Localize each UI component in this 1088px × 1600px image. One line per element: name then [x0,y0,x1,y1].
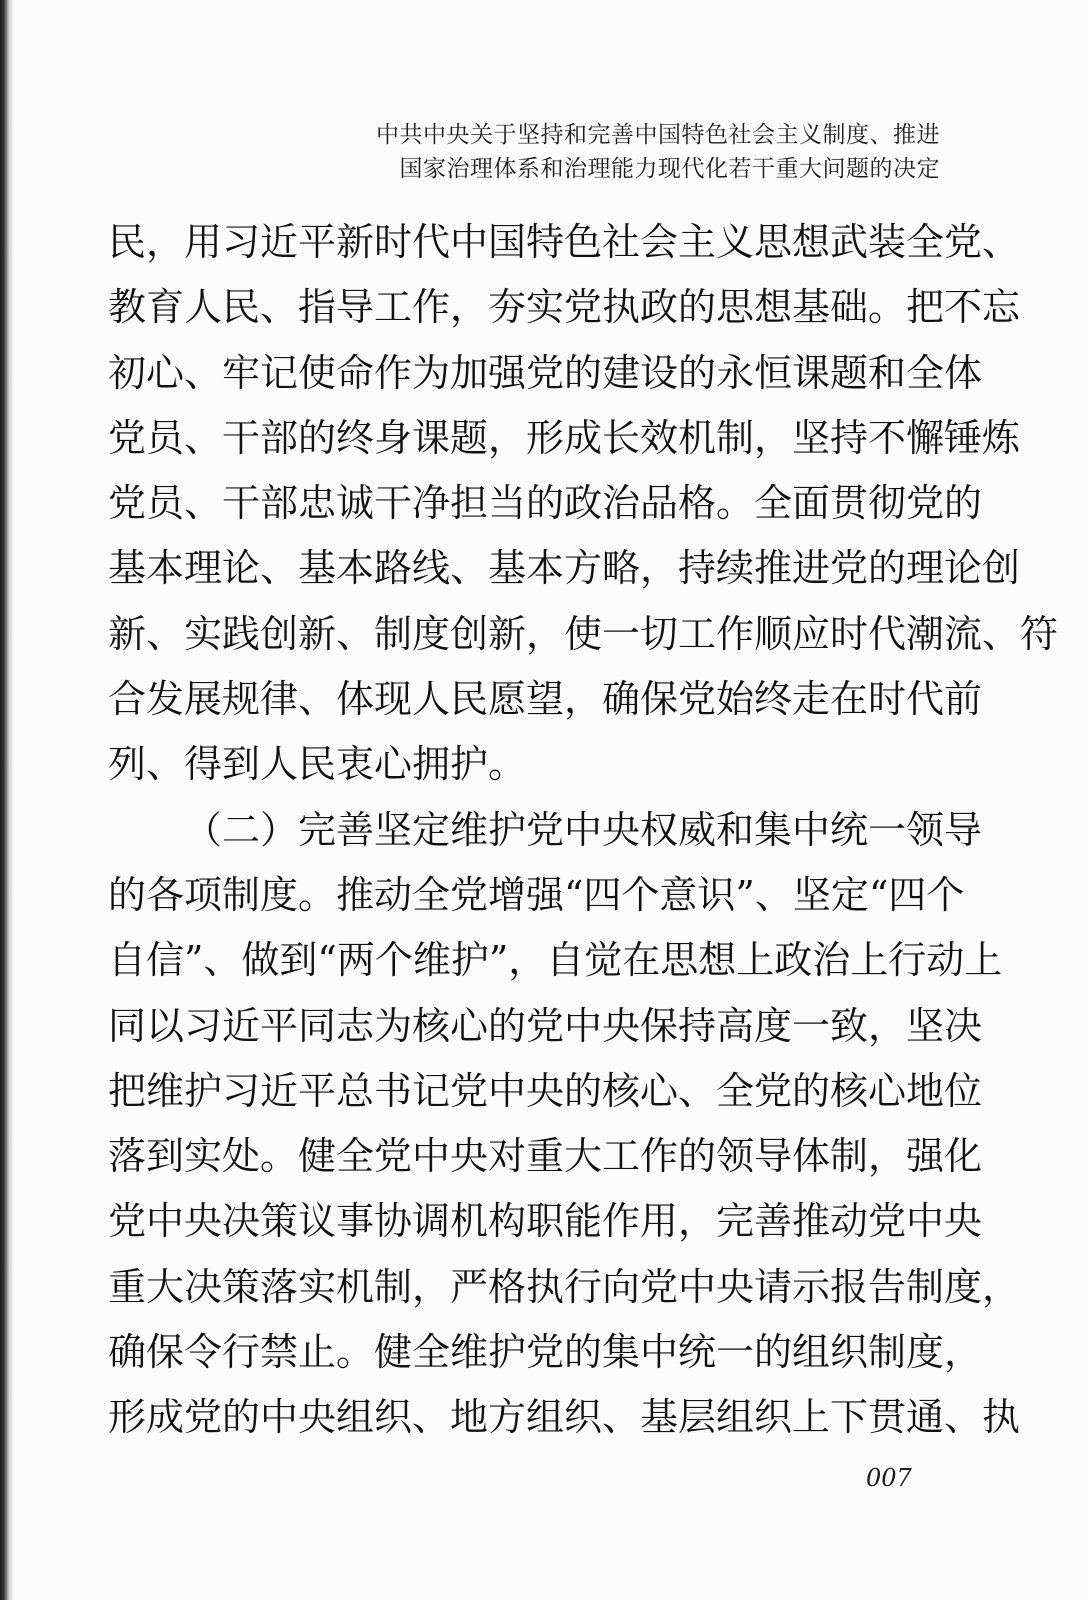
text-line: （二）完善坚定维护党中央权威和集中统一领导 [184,807,983,852]
text-line: 重大决策落实机制，严格执行向党中央请示报告制度， [108,1264,1021,1309]
page-number: 007 [866,1464,912,1492]
text-line: 党中央决策议事协调机构职能作用，完善推动党中央 [108,1199,983,1244]
binding-edge-shadow [0,0,14,1600]
text-line: 同以习近平同志为核心的党中央保持高度一致，坚决 [108,1003,983,1048]
text-line: 新、实践创新、制度创新，使一切工作顺应时代潮流、符 [108,611,1059,656]
text-line: 确保令行禁止。健全维护党的集中统一的组织制度， [108,1330,983,1375]
running-header-line-2: 国家治理体系和治理能力现代化若干重大问题的决定 [399,156,940,182]
text-line: 落到实处。健全党中央对重大工作的领导体制，强化 [108,1134,983,1179]
paragraph-2 [108,798,1021,1451]
text-line: 列、得到人民衷心拥护。 [108,742,527,787]
text-line: 自信”、做到“两个维护”，自觉在思想上政治上行动上 [108,938,1003,983]
body-text [108,210,1059,1451]
text-line: 党员、干部忠诚干净担当的政治品格。全面贯彻党的 [108,481,983,526]
text-line: 教育人民、指导工作，夯实党执政的思想基础。把不忘 [108,285,1021,330]
running-header [300,118,940,186]
paragraph-1 [108,210,1059,798]
running-header-line-1: 中共中央关于坚持和完善中国特色社会主义制度、推进 [376,122,940,148]
text-line: 把维护习近平总书记党中央的核心、全党的核心地位 [108,1068,983,1113]
text-line: 初心、牢记使命作为加强党的建设的永恒课题和全体 [108,350,983,395]
text-line: 民，用习近平新时代中国特色社会主义思想武装全党、 [108,220,1021,264]
text-line: 党员、干部的终身课题，形成长效机制，坚持不懈锤炼 [108,415,1021,460]
text-line: 合发展规律、体现人民愿望，确保党始终走在时代前 [108,677,983,722]
text-line: 基本理论、基本路线、基本方略，持续推进党的理论创 [108,546,1021,591]
text-line: 的各项制度。推动全党增强“四个意识”、坚定“四个 [108,872,965,917]
text-line: 形成党的中央组织、地方组织、基层组织上下贯通、执 [108,1395,1021,1440]
